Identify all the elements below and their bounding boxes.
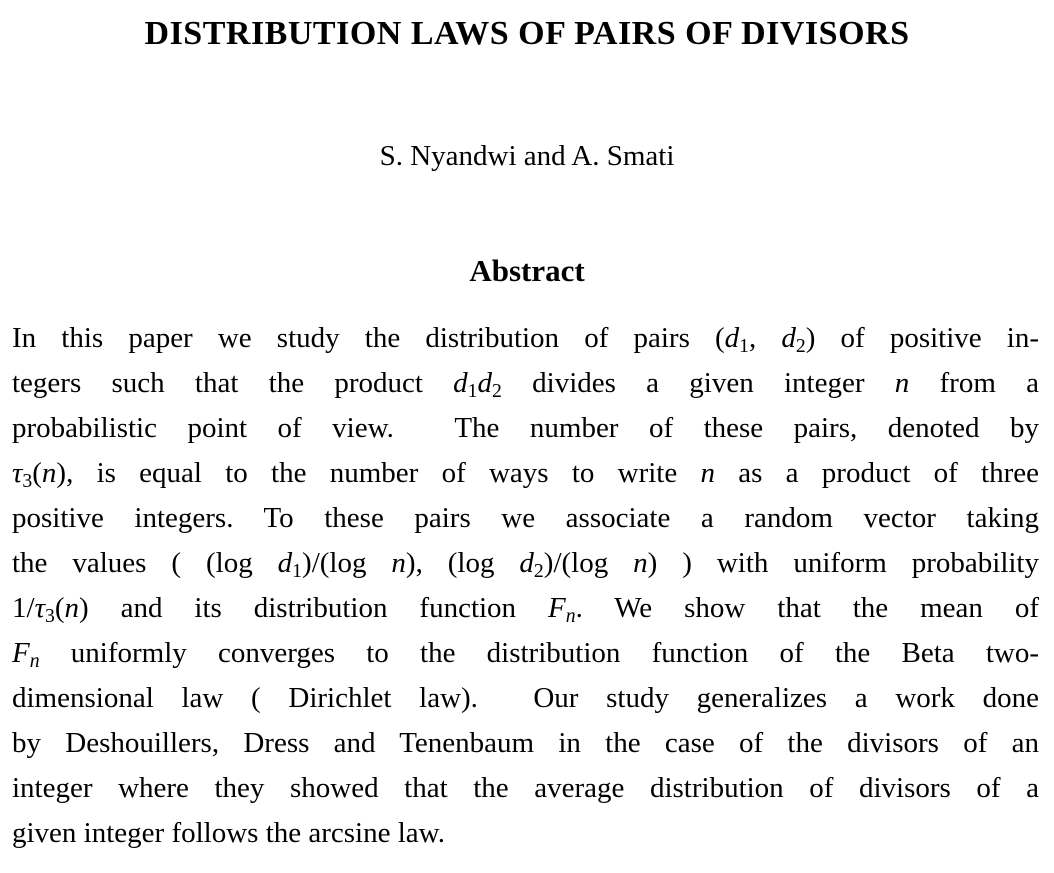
paper-authors: S. Nyandwi and A. Smati (379, 140, 675, 172)
abstract-body (12, 316, 1039, 856)
abstract-line: given integer follows the arcsine law. (12, 817, 445, 849)
abstract-line: In this paper we study the distribution of pairs ($d_1$, $d_2$) of positive in- (12, 322, 1040, 357)
abstract-line: tegers such that the product $d_1d_2$ divides a given integer n from a (12, 367, 1039, 402)
abstract-line: integer where they showed that the average distribution of divisors of a (12, 772, 1039, 804)
abstract-line: probabilistic point of view. The number of these pairs, denoted by (12, 412, 1039, 444)
abstract-line: dimensional law ( Dirichlet law). Our study generalizes a work done (12, 682, 1039, 714)
paper-title: DISTRIBUTION LAWS OF PAIRS OF DIVISORS (144, 15, 910, 52)
abstract-line: $1/\tau_3(n)$ and its distribution function $F_n$. We show that the mean of (12, 592, 1040, 627)
abstract-heading: Abstract (469, 253, 585, 288)
abstract-line: positive integers. To these pairs we associate a random vector taking (12, 502, 1039, 534)
abstract-line: $\tau_3(n)$, is equal to the number of ways to write n as a product of three (12, 457, 1040, 492)
abstract-line: the values ( (log $d_1)/(\log$ n), (log $d_2)/(\log$ n) ) with uniform probability (12, 547, 1039, 582)
abstract-line: $F_n$ uniformly converges to the distribution function of the Beta two- (12, 637, 1039, 672)
abstract-line: by Deshouillers, Dress and Tenenbaum in the case of the divisors of an (12, 727, 1039, 759)
